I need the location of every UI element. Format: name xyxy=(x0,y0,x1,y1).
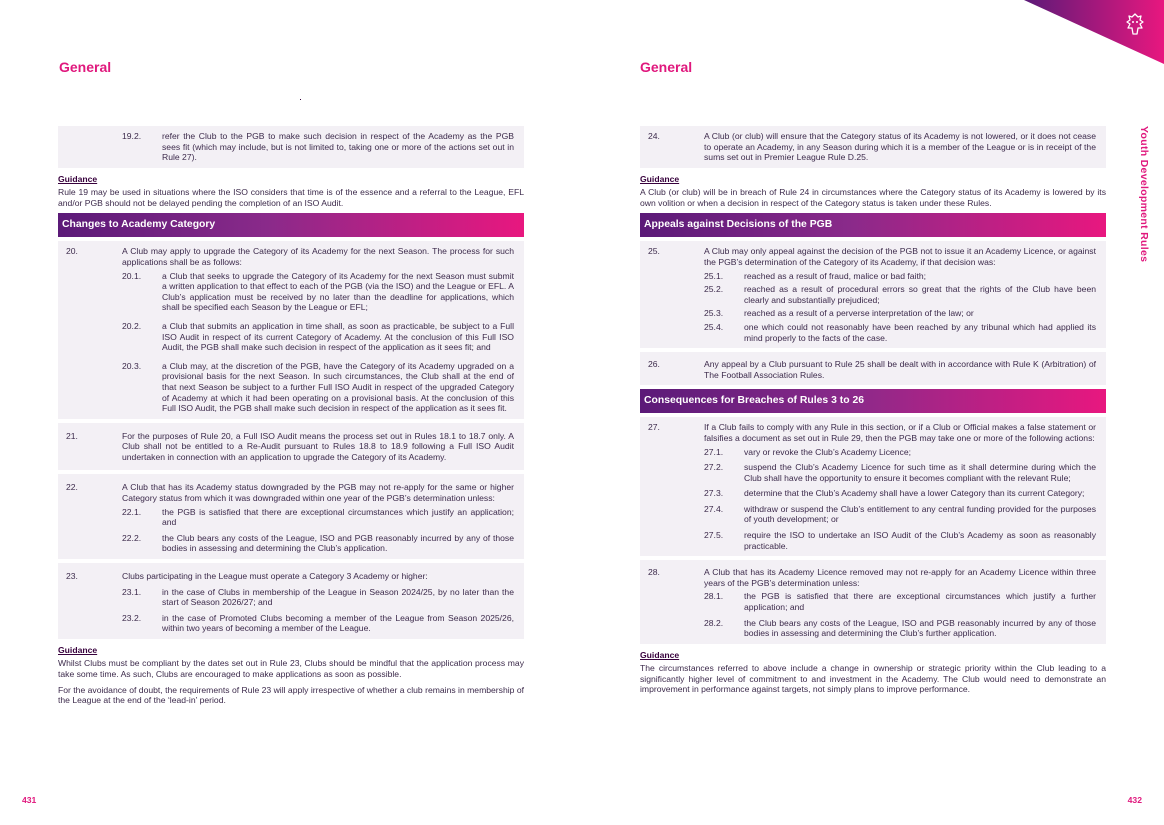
rule-21-block xyxy=(58,423,524,471)
rule-19-2-block xyxy=(58,126,524,168)
sub-rule-text: a Club that seeks to upgrade the Category of its Academy for the next Season must submit a written application to that effect to each of the PGB (via the ISO) and the League or EFL. A Club’s application must be received by no later than the deadline for applications, which shall be specified each Season by the League or EFL; xyxy=(162,270,514,313)
page-number: 432 xyxy=(1127,795,1142,805)
sub-rule-text: the Club bears any costs of the League, ISO and PGB reasonably incurred by any of those bodies in assessing and determining the Club’s further application. xyxy=(744,617,1096,639)
page-number: 431 xyxy=(22,795,37,805)
sub-rule-text: in the case of Clubs in membership of the League in Season 2024/25, by no later than the start of Season 2026/27; and xyxy=(162,586,514,608)
sub-rule-text: in the case of Promoted Clubs becoming a member of the League from Season 2025/26, within two years of becoming a member of the League. xyxy=(162,612,514,634)
sub-rule-number: 22.2. xyxy=(122,532,142,543)
sub-rule-text: reached as a result of a perverse interpretation of the law; or xyxy=(744,308,974,319)
rule-text: A Club that has its Academy Licence removed may not re-apply for an Academy Licence within three years of the PGB’s determination unless: xyxy=(704,567,1096,588)
sub-rule-text: suspend the Club’s Academy Licence for such time as it shall determine during which the Club shall have the opportunity to ensure it becomes compliant with the relevant Rule; xyxy=(744,462,1096,483)
sub-rule-text: reached as a result of fraud, malice or bad faith; xyxy=(744,270,927,281)
premier-league-lion-icon xyxy=(1124,12,1146,38)
guidance-label: Guidance xyxy=(58,645,98,655)
rule-number: 21. xyxy=(66,430,78,441)
sub-rule-text: the PGB is satisfied that there are exceptional circumstances which justify a further application; and xyxy=(744,591,1096,613)
sub-rule-text: one which could not reasonably have been reached by any tribunal which had applied its mind properly to the facts of the case. xyxy=(744,321,1096,343)
rule-text: A Club may apply to upgrade the Category of its Academy for the next Season. The process for such applications shall be as follows: xyxy=(122,246,514,267)
rule-26-block xyxy=(640,352,1106,385)
rule-text: A Club (or club) will ensure that the Category status of its Academy is not lowered, or it does not cease to operate an Academy, in any Season during which it is a member of the League or is in receipt of the sums set out in Premier League Rule D.25. xyxy=(704,131,1096,163)
rule-text: If a Club fails to comply with any Rule in this section, or if a Club or Official makes a false statement or falsifies a document as set out in Rule 29, then the PGB may take one or more of the following actions: xyxy=(704,422,1096,443)
rule-23-block xyxy=(58,563,524,639)
sub-rule-text: require the ISO to undertake an ISO Audit of the Club’s Academy as soon as reasonably practicable. xyxy=(744,530,1096,551)
sub-rule-text: vary or revoke the Club’s Academy Licence; xyxy=(744,446,912,457)
guidance-label: Guidance xyxy=(640,649,680,660)
rule-text: Any appeal by a Club pursuant to Rule 25 shall be dealt with in accordance with Rule K (Arbitration) of The Football Association Rules. xyxy=(704,359,1096,380)
sub-rule-text: a Club that submits an application in time shall, as soon as practicable, be subject to a Full ISO Audit in respect of its current Category of Academy. At the conclusion of this Full ISO Audit, the PGB shall make such decision in respect of the application as it sees fit; and xyxy=(162,320,514,353)
rule-text: Clubs participating in the League must operate a Category 3 Academy or higher: xyxy=(122,571,428,582)
rule-text: A Club that has its Academy status downgraded by the PGB may not re-apply for the same or higher Category status from which it was downgraded within one year of the PGB’s determination unless: xyxy=(122,482,514,504)
section-band-changes: Changes to Academy Category xyxy=(58,213,524,237)
sub-rule-number: 27.3. xyxy=(704,488,724,499)
sub-rule-number: 23.2. xyxy=(122,612,142,623)
section-band-consequences: Consequences for Breaches of Rules 3 to 26 xyxy=(640,389,1106,413)
sub-rule-text: the Club bears any costs of the League, ISO and PGB reasonably incurred by any of those bodies in assessing and determining the Club’s application. xyxy=(162,532,514,554)
rule-22-block xyxy=(58,474,524,559)
sub-rule-number: 23.1. xyxy=(122,586,142,597)
sub-rule-text: a Club may, at the discretion of the PGB, have the Category of its Academy upgraded on a provisional basis for the next Season. In such circumstances, the Club shall at the end of that next Season be subject to a further Full ISO Audit in respect of the upgraded Category of Academy at which it had been operating on a provisional basis. At the conclusion of this Full ISO Audit, the PGB shall make such decision in respect of the application as it sees fit. xyxy=(162,360,514,414)
rule-text: A Club may only appeal against the decision of the PGB not to issue it an Academy Licence, or against the PGB’s determination of the Category of its Academy, if that decision was: xyxy=(704,246,1096,267)
rule-28-block xyxy=(640,560,1106,644)
stray-mark xyxy=(300,99,301,100)
rule-number: 27. xyxy=(648,422,660,433)
rule-25-block xyxy=(640,241,1106,348)
rule-number: 20. xyxy=(66,246,78,257)
rule-text: For the purposes of Rule 20, a Full ISO Audit means the process set out in Rules 18.1 to 18.7 only. A Club shall not be entitled to a Re-Audit pursuant to Rules 18.8 to 18.9 following a Full ISO Audit undertaken in connection with an application to upgrade the Category of its Academy. xyxy=(122,430,514,462)
sub-rule-number: 27.5. xyxy=(704,530,724,541)
left-column xyxy=(58,126,524,711)
sub-rule-text: withdraw or suspend the Club’s entitlement to any central funding provided for the purposes of youth development; or xyxy=(744,503,1096,525)
sub-rule-number: 27.4. xyxy=(704,503,724,514)
sub-rule-number: 28.2. xyxy=(704,617,724,628)
sub-rule-number: 25.4. xyxy=(704,321,724,332)
page-title: General xyxy=(640,59,693,75)
sub-rule-number: 27.1. xyxy=(704,446,724,457)
sub-rule-number: 22.1. xyxy=(122,506,142,517)
page-title: General xyxy=(59,59,112,75)
rule-number: 26. xyxy=(648,359,660,370)
sub-rule-number: 25.2. xyxy=(704,284,724,295)
guidance-text: The circumstances referred to above include a change in ownership or strategic priority within the Club leading to a significantly higher level of commitment to and investment in the Academy. The Club would need to demonstrate an improvement in performance against targets, not simply plans to improve performance. xyxy=(640,662,1106,695)
guidance-text: For the avoidance of doubt, the requirements of Rule 23 will apply irrespective of whether a club remains in membership of the League at the end of the ‘lead-in’ period. xyxy=(58,684,524,706)
sub-rule-text: determine that the Club’s Academy shall have a lower Category than its current Category; xyxy=(744,488,1085,499)
sub-rule-text: the PGB is satisfied that there are exceptional circumstances which justify an application; and xyxy=(162,506,514,528)
guidance-label: Guidance xyxy=(58,173,98,184)
sub-rule-number: 20.2. xyxy=(122,320,142,331)
guidance-text: A Club (or club) will be in breach of Rule 24 in circumstances where the Category status of its Academy is lowered by its own volition or when a decision in respect of the Category status is taken under these Rules. xyxy=(640,186,1106,208)
sub-rule-number: 28.1. xyxy=(704,591,724,602)
rule-number: 19.2. xyxy=(122,131,142,141)
sub-rule-number: 27.2. xyxy=(704,462,724,473)
rule-number: 22. xyxy=(66,482,78,493)
rule-number: 23. xyxy=(66,571,78,582)
sub-rule-number: 20.1. xyxy=(122,270,142,281)
rule-number: 24. xyxy=(648,131,660,141)
sub-rule-number: 20.3. xyxy=(122,360,142,371)
rule-number: 25. xyxy=(648,246,660,257)
section-band-appeals: Appeals against Decisions of the PGB xyxy=(640,213,1106,237)
side-tab-label: Youth Development Rules xyxy=(1138,126,1150,263)
rule-text: refer the Club to the PGB to make such decision in respect of the Academy as the PGB sees fit (which may include, but is not limited to, taking one or more of the actions set out in Rule 27). xyxy=(162,131,514,163)
sub-rule-text: reached as a result of procedural errors so great that the rights of the Club have been clearly and substantially prejudiced; xyxy=(744,284,1096,305)
rule-20-block xyxy=(58,241,524,418)
guidance-text: Whilst Clubs must be compliant by the dates set out in Rule 23, Clubs should be mindful that the application process may take some time. As such, Clubs are encouraged to make applications as soon as possible. xyxy=(58,658,524,679)
rule-27-block xyxy=(640,417,1106,556)
sub-rule-number: 25.3. xyxy=(704,308,724,319)
guidance-text: Rule 19 may be used in situations where the ISO considers that time is of the essence and a referral to the League, EFL and/or PGB should not be delayed pending the completion of an ISO Audit. xyxy=(58,186,524,208)
right-column xyxy=(640,126,1106,700)
rule-number: 28. xyxy=(648,567,660,578)
sub-rule-number: 25.1. xyxy=(704,270,724,281)
rule-24-block xyxy=(640,126,1106,168)
right-page xyxy=(582,0,1164,825)
guidance-label: Guidance xyxy=(640,173,680,184)
